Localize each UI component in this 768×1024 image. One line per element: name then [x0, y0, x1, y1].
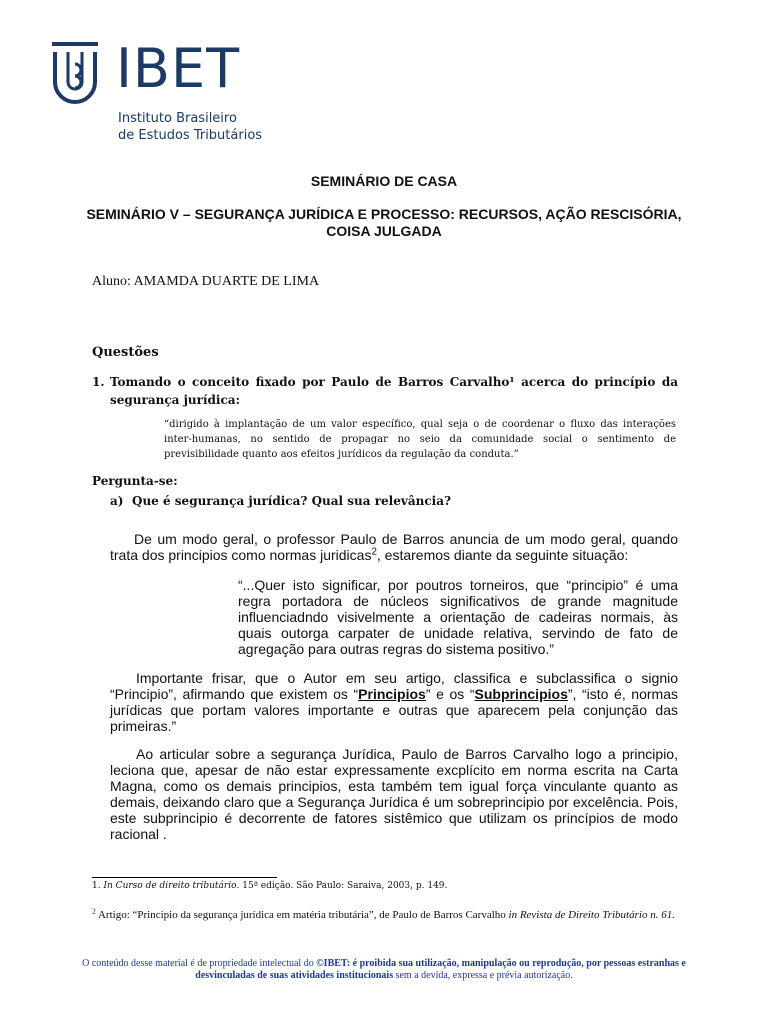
paragraph-3-text: Ao articular sobre a segurança Jurídica, Paulo de Barros Carvalho logo a principio, leciona que, apesar de não estar expressamente excplícito em norma escrita na Carta Magna, como os demais principios, esta também tem igual força vinculante quanto as demais, deixando claro que a Segurança Jurídica é um sobreprincipio por excelência. Pois, este subprincipio é decorrente de fatores sistêmico que utilizam os princípios de modo racional .	[110, 746, 678, 842]
subprincipios-term: Subprincipios	[474, 686, 568, 702]
question-a	[110, 494, 451, 508]
ibet-logo-icon	[52, 42, 100, 104]
quote-block-1: “dirigido à implantação de um valor específico, qual seja o de coordenar o fluxo das interações inter-humanas, no sentido de propagar no seio da comunidade social o sentimento de previsibilidade quanto aos efeitos jurídicos da regulação da conduta.”	[164, 419, 676, 460]
question-1	[92, 373, 678, 409]
paragraph-1-text: De um modo geral, o professor Paulo de Barros anuncia de um modo geral, quando trata dos principios como normas juridicas	[110, 531, 678, 563]
footnote-divider	[92, 877, 277, 878]
footnote-1	[92, 881, 447, 891]
footnote-2	[92, 908, 682, 923]
footnote-1-italic: In Curso de direito tributário	[103, 881, 237, 891]
logo-subtitle-line1: Instituto Brasileiro	[118, 111, 237, 126]
quote-block-2: “...Quer isto significar, por poutros torneiros, que “principio” é uma regra portadora de núcleos significativos de grande magnitude influenciadndo visivelmente a orientação de cadeiras normais, às quais outorga carpater de unidade relativa, servindo de fato de agregação para outras regras do sistema positivo.”	[238, 577, 678, 657]
footnote-1-rest: . 15ª edição. São Paulo: Saraiva, 2003, p. 149.	[236, 881, 448, 891]
footnote-2-text: Artigo: “Principio da segurança jurídica em matéria tributária”, de Paulo de Barros Carvalho	[95, 909, 509, 921]
paragraph-1-end: , estaremos diante da seguinte situação:	[376, 547, 629, 563]
paragraph-3	[110, 746, 678, 842]
principios-term: Principios	[358, 686, 426, 702]
document-subtitle: SEMINÁRIO V – SEGURANÇA JURÍDICA E PROCESSO: RECURSOS, AÇÃO RESCISÓRIA, COISA JULGADA	[86, 206, 682, 239]
logo-subtitle	[118, 110, 262, 144]
footer-part2: ©IBET: é proibida sua utilização, manipulação ou reprodução, por pessoas estranhas e desvinculadas de suas atividades institucionais	[195, 958, 686, 981]
question-a-label: a)	[110, 494, 124, 508]
footnote-ref-2: 2	[371, 546, 377, 558]
paragraph-2-c: ” e os “	[425, 686, 475, 702]
footnote-2-italic: in Revista de Direito Tributário n. 61.	[508, 909, 675, 921]
paragraph-2	[110, 670, 678, 734]
footnote-2-mark: 2	[92, 906, 96, 916]
footer-part1: O conteúdo desse material é de propriedade intelectual do	[82, 958, 317, 969]
question-1-text: Tomando o conceito fixado por Paulo de Barros Carvalho¹ acerca do princípio da segurança jurídica:	[110, 375, 678, 407]
pergunta-label: Pergunta-se:	[92, 474, 178, 488]
logo-subtitle-line2: de Estudos Tributários	[118, 128, 263, 143]
paragraph-2-a: Importante frisar, que o Autor em seu artigo, classifica e subclassifica o signio “Principio”, afirmando que existem os “	[110, 670, 678, 702]
student-name: Aluno: AMAMDA DUARTE DE LIMA	[92, 274, 320, 289]
logo-wordmark: IBET	[116, 37, 241, 100]
question-1-number: 1.	[92, 375, 105, 389]
copyright-footer	[80, 958, 688, 982]
paragraph-1	[110, 531, 678, 563]
section-title: Questões	[92, 345, 159, 360]
footnote-1-mark: 1.	[92, 881, 101, 891]
footer-part3: sem a devida, expressa e prévia autorização.	[393, 970, 573, 981]
paragraph-2-e: ”, “isto é, normas jurídicas que portam valores importante e outras que aparecem pela conjunção das primeiras.”	[110, 686, 678, 734]
document-title: SEMINÁRIO DE CASA	[310, 173, 458, 189]
question-a-text: Que é segurança jurídica? Qual sua relevância?	[132, 494, 451, 508]
